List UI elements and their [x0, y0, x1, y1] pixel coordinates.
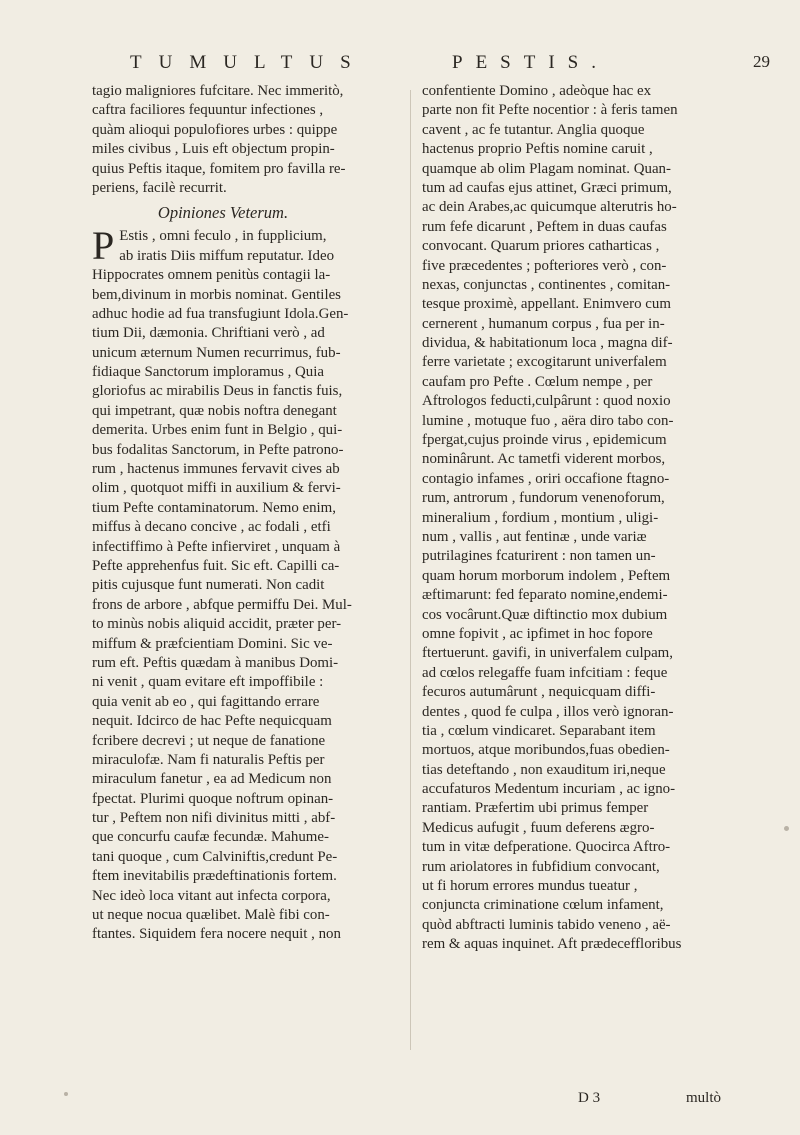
text-line: miraculum fanetur , ea ad Medicum non [92, 771, 332, 788]
text-line: tias deteftando , non exauditum iri,neque [422, 761, 666, 778]
text-line: num , vallis , aut fentinæ , unde variæ [422, 528, 647, 545]
page-footer [0, 1090, 800, 1110]
text-line: cavent , ac fe tutantur. Anglia quoque [422, 121, 645, 138]
text-line: fpergat,cujus proinde virus , epidemicum [422, 432, 667, 449]
text-line: tur , Peftem non nifi divinitus mitti , abf- [92, 810, 336, 827]
text-line: ftertuerunt. gavifi, in univerfalem culpam, [422, 645, 673, 662]
text-line: caftra faciliores fequuntur infectiones , [92, 102, 324, 119]
text-line: ni venit , quam evitare eft impoffibile : [92, 674, 324, 691]
text-line: cos vocârunt.Quæ diftinctio mox dubium [422, 606, 668, 623]
text-line: ut fi horum errores mundus tueatur , [422, 878, 638, 895]
text-line: miffus à decano concive , ac fodali , etfi [92, 519, 331, 536]
text-line: demerita. Urbes enim funt in Belgio , qui- [92, 422, 343, 439]
text-line: quòd abftracti luminis tabido veneno , aë- [422, 916, 671, 933]
text-line: ftantes. Siquidem fera nocere nequit , non [92, 926, 341, 943]
text-line: parte non fit Pefte nocentior : à feris tamen [422, 102, 678, 119]
text-line: tium Pefte contaminatorum. Nemo enim, [92, 499, 336, 516]
text-line: convocant. Quarum priores catharticas , [422, 238, 660, 255]
text-line: qui impetrant, quæ nobis noftra denegant [92, 402, 337, 419]
text-line: Nec ideò loca vitant aut infecta corpora, [92, 887, 331, 904]
text-line: fidiaque Sanctorum imploramus , Quia [92, 364, 324, 381]
text-line: bus fodalitas Sanctorum, in Pefte patrono- [92, 441, 344, 458]
text-line: adhuc hodie ad fua transfugiunt Idola.Gen- [92, 305, 349, 322]
text-line: quam horum morborum indolem , Peftem [422, 567, 671, 584]
text-line: Aftrologos feducti,culpârunt : quod noxio [422, 393, 671, 410]
text-line: rum ariolatores in fubfidium convocant, [422, 858, 660, 875]
text-line: ftem inevitabilis prædeftinationis fortem. [92, 868, 337, 885]
text-line: accufaturos Medentum incuriam , ac igno- [422, 781, 676, 798]
text-line: periens, facilè recurrit. [92, 179, 227, 196]
text-line: confentiente Domino , adeòque hac ex [422, 83, 652, 99]
text-line: tia , cœlum vindicaret. Separabant item [422, 722, 656, 739]
text-line: nequit. Idcirco de hac Pefte nequicquam [92, 713, 332, 730]
text-line: æftimarunt: fed feparato nomine,endemi- [422, 587, 668, 604]
text-line: tesque proximè, appellant. Enimvero cum [422, 296, 671, 313]
text-line: hactenus proprio Peftis nomine caruit , [422, 141, 653, 158]
text-line: fecuros autumârunt , nequicquam diffi- [422, 684, 656, 701]
text-line: rum , hactenus immunes fervavit cives ab [92, 461, 340, 478]
text-line: tum in vitæ defperatione. Quocirca Aftro- [422, 839, 671, 856]
text-line: cernerent , humanum corpus , fua per in- [422, 315, 665, 332]
text-line: Hippocrates omnem penitùs contagii la- [92, 267, 331, 284]
text-line: olim , quotquot miffi in auxilium & fervi- [92, 480, 341, 497]
text-line: putrilagines fcaturirent : non tamen un- [422, 548, 656, 565]
text-line: miles civibus , Luis eft objectum propin- [92, 141, 335, 158]
text-line: miffum & præfcientiam Domini. Sic ve- [92, 635, 333, 652]
text-line: Medicus aufugit , fuum deferens ægro- [422, 819, 655, 836]
signature-mark: D 3 [578, 1090, 601, 1106]
text-line: bem,divinum in morbis nominat. Gentiles [92, 286, 341, 303]
page-number: 29 [753, 52, 770, 71]
text-line: ad cœlos relegaffe fuam infcitiam : feque [422, 664, 668, 681]
text-line: quius Peftis itaque, fomitem pro favilla re- [92, 160, 346, 177]
text-line: unicum æternum Numen recurrimus, fub- [92, 344, 341, 361]
running-head-right: PESTIS. [452, 52, 609, 73]
text-line: dentes , quod fe culpa , illos verò ignoran- [422, 703, 674, 720]
text-line: Pefte apprehenfus fuit. Sic eft. Capilli ca- [92, 558, 340, 574]
text-line: rum fefe dicarunt , Peftem in duas caufas [422, 218, 667, 235]
text-line: omne fopivit , ac ipfimet in hoc fopore [422, 625, 653, 642]
text-line: ut neque nocua quælibet. Malè fibi con- [92, 907, 330, 924]
text-line: to minùs nobis aliquid accidit, præter per- [92, 616, 342, 633]
text-line: nexas, conjunctas , continentes , comitan- [422, 276, 671, 293]
text-line: fcribere decrevi ; ut neque de fanatione [92, 732, 326, 749]
ink-spot [784, 826, 789, 831]
running-head [0, 52, 800, 82]
text-line: nominârunt. Ac tametfi viderent morbos, [422, 451, 666, 468]
left-column [92, 82, 354, 945]
text-line: rum eft. Peftis quædam à manibus Domi- [92, 654, 339, 671]
text-line: pitis cujusque funt numerati. Non cadit [92, 577, 325, 594]
text-line: fpectat. Plurimi quoque noftrum opinan- [92, 790, 334, 807]
text-line: ferre varietate ; excogitarunt univerfalem [422, 354, 667, 371]
text-line: tum ad caufas ejus attinet, Græci primum, [422, 179, 672, 196]
text-line: rantiam. Præfertim ubi primus femper [422, 800, 649, 817]
text-line: miraculofæ. Nam fi naturalis Peftis per [92, 751, 325, 768]
text-line: rem & aquas inquinet. Aft prædeceffloribus [422, 936, 682, 953]
text-line: infectiffimo à Pefte infierviret , unquam à [92, 538, 341, 555]
text-line: frons de arbore , abfque permiffu Dei. Mul- [92, 596, 352, 613]
ink-spot [64, 1092, 68, 1096]
text-line: dividua, & habitationum loca , magna dif- [422, 335, 673, 352]
text-line: quàm alioqui populofiores urbes : quippe [92, 121, 338, 138]
text-line: ab iratis Diis miffum reputatur. Ideo [119, 247, 335, 264]
text-line: mineralium , fordium , montium , uligi- [422, 509, 659, 526]
text-line: tagio maligniores fufcitare. Nec immeritò, [92, 83, 344, 99]
text-line: tium Dii, dæmonia. Chriftiani verò , ad [92, 325, 325, 342]
text-line: ac dein Arabes,ac quicumque alterutris ho- [422, 199, 677, 216]
text-line: five præcedentes ; pofteriores verò , con- [422, 257, 667, 274]
text-line: mortuos, atque moribundos,fuas obedien- [422, 742, 670, 759]
right-column [422, 82, 712, 955]
text-line: quamque ab olim Plagam nominat. Quan- [422, 160, 671, 177]
section-heading: Opiniones Veterum. [157, 203, 289, 223]
drop-cap: P [92, 223, 115, 269]
text-line: caufam pro Pefte . Cœlum nempe , per [422, 373, 653, 390]
text-line: Estis , omni feculo , in fupplicium, [119, 228, 327, 245]
text-line: quia venit ab eo , qui fagittando errare [92, 693, 320, 710]
catchword: multò [686, 1090, 722, 1106]
dropcap-paragraph [92, 223, 354, 269]
text-line: lumine , motuque fuo , aëra diro tabo con- [422, 412, 674, 429]
text-line: conjuncta criminatione cœlum infament, [422, 897, 664, 914]
text-line: rum, antrorum , fundorum venenoforum, [422, 490, 665, 507]
column-gutter [410, 90, 411, 1050]
text-line: que concurfu caufæ fecundæ. Mahume- [92, 829, 329, 846]
text-line: gloriofus ac mirabilis Deus in fanctis fuis, [92, 383, 343, 400]
text-line: contagio infames , oriri occafione ftagno- [422, 470, 670, 487]
running-head-left: TUMULTUS [130, 52, 368, 73]
text-line: tani quoque , cum Calviniftis,credunt Pe- [92, 848, 338, 865]
